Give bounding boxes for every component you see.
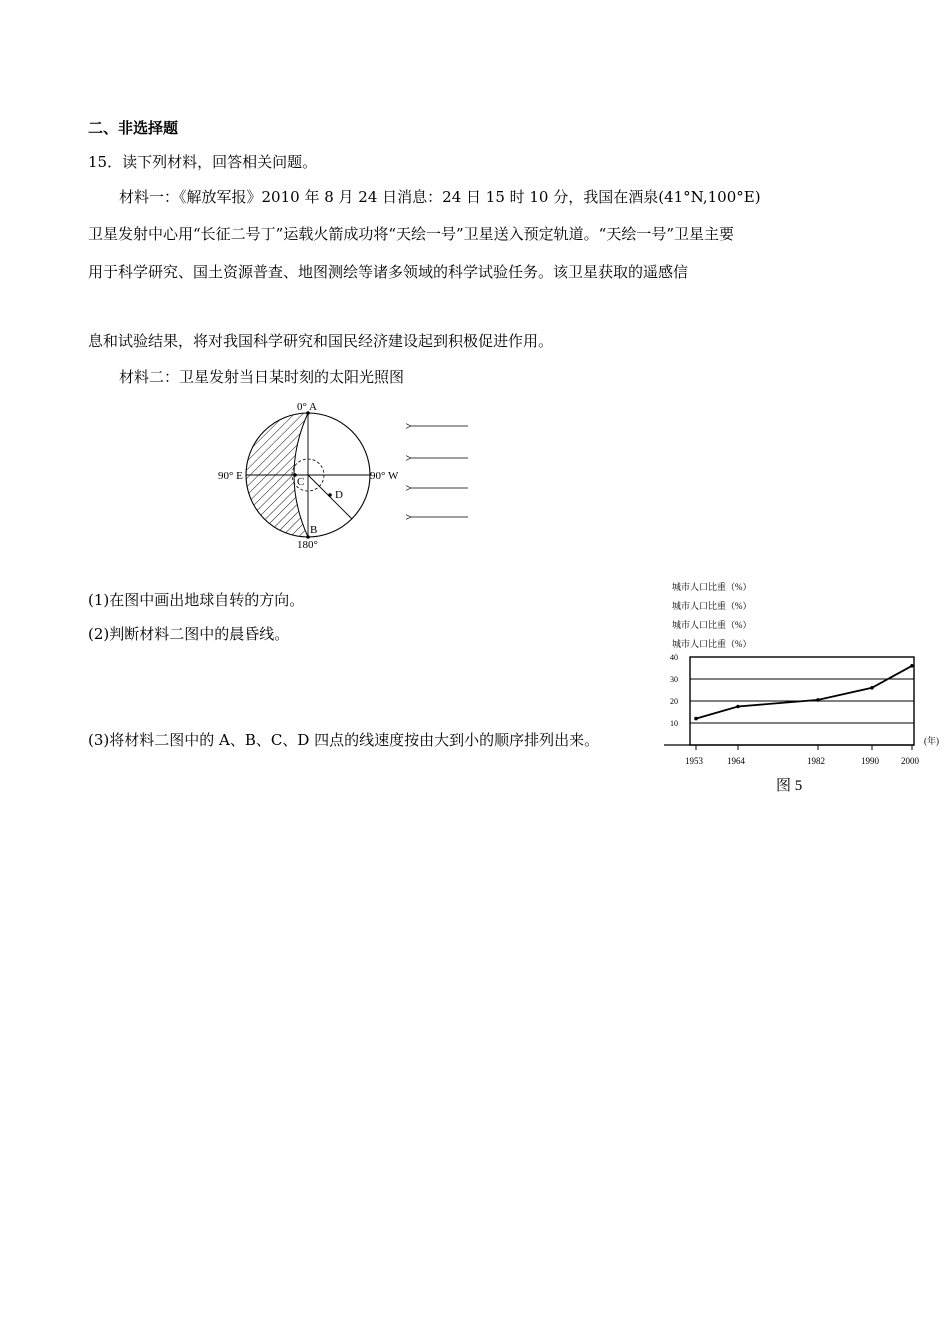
chart-xunit: (年) xyxy=(924,736,939,746)
sub-question-3: (3)将材料二图中的 A、B、C、D 四点的线速度按由大到小的顺序排列出来。 xyxy=(88,731,600,749)
chart-ylabel-1: 城市人口比重（%） xyxy=(672,582,752,592)
urban-population-chart xyxy=(664,574,948,794)
label-a: A xyxy=(309,401,317,413)
x-tick-1990: 1990 xyxy=(861,756,879,766)
label-b: B xyxy=(310,524,318,536)
label-c: C xyxy=(297,476,305,488)
material1-line2: 卫星发射中心用“长征二号丁”运载火箭成功将“天绘一号”卫星送入预定轨道。“天绘一号”卫星主要 xyxy=(88,225,735,243)
data-point-2000 xyxy=(910,664,914,668)
series-line xyxy=(696,666,912,719)
x-tick-1953: 1953 xyxy=(685,756,703,766)
label-top: 0° xyxy=(297,401,307,413)
label-d: D xyxy=(335,489,343,501)
material2-title: 材料二：卫星发射当日某时刻的太阳光照图 xyxy=(119,368,405,386)
y-tick-20: 20 xyxy=(670,697,678,706)
y-tick-30: 30 xyxy=(670,675,678,684)
label-right: 90° W xyxy=(370,470,399,482)
point-d-dot xyxy=(328,493,332,497)
y-tick-10: 10 xyxy=(670,719,678,728)
chart-ylabel-2: 城市人口比重（%） xyxy=(672,601,752,611)
data-point-1982 xyxy=(816,698,820,702)
material1-line1: 材料一：《解放军报》2010 年 8 月 24 日消息：24 日 15 时 10 分，我国在酒泉(41°N,100°E) xyxy=(119,188,761,206)
sub-question-2: (2)判断材料二图中的晨昏线。 xyxy=(88,625,290,643)
data-point-1953 xyxy=(694,717,698,721)
chart-ylabel-3: 城市人口比重（%） xyxy=(672,620,752,630)
label-bottom: 180° xyxy=(297,539,318,551)
diagonal-line xyxy=(308,475,352,519)
label-left: 90° E xyxy=(218,470,243,482)
illumination-diagram xyxy=(210,396,480,556)
chart-ylabel-4: 城市人口比重（%） xyxy=(672,639,752,649)
x-tick-1982: 1982 xyxy=(807,756,825,766)
material1-line3: 用于科学研究、国土资源普查、地图测绘等诸多领域的科学试验任务。该卫星获取的遥感信 xyxy=(88,263,689,281)
x-tick-1964: 1964 xyxy=(727,756,745,766)
question-stem: 15．读下列材料，回答相关问题。 xyxy=(88,153,318,171)
section-title: 二、非选择题 xyxy=(88,119,179,137)
y-tick-40: 40 xyxy=(670,653,678,662)
chart-caption: 图 5 xyxy=(776,778,803,794)
sub-question-1: (1)在图中画出地球自转的方向。 xyxy=(88,591,305,609)
x-tick-2000: 2000 xyxy=(901,756,919,766)
material1-line4: 息和试验结果，将对我国科学研究和国民经济建设起到积极促进作用。 xyxy=(88,332,554,350)
data-point-1964 xyxy=(736,705,740,709)
data-point-1990 xyxy=(870,686,874,690)
